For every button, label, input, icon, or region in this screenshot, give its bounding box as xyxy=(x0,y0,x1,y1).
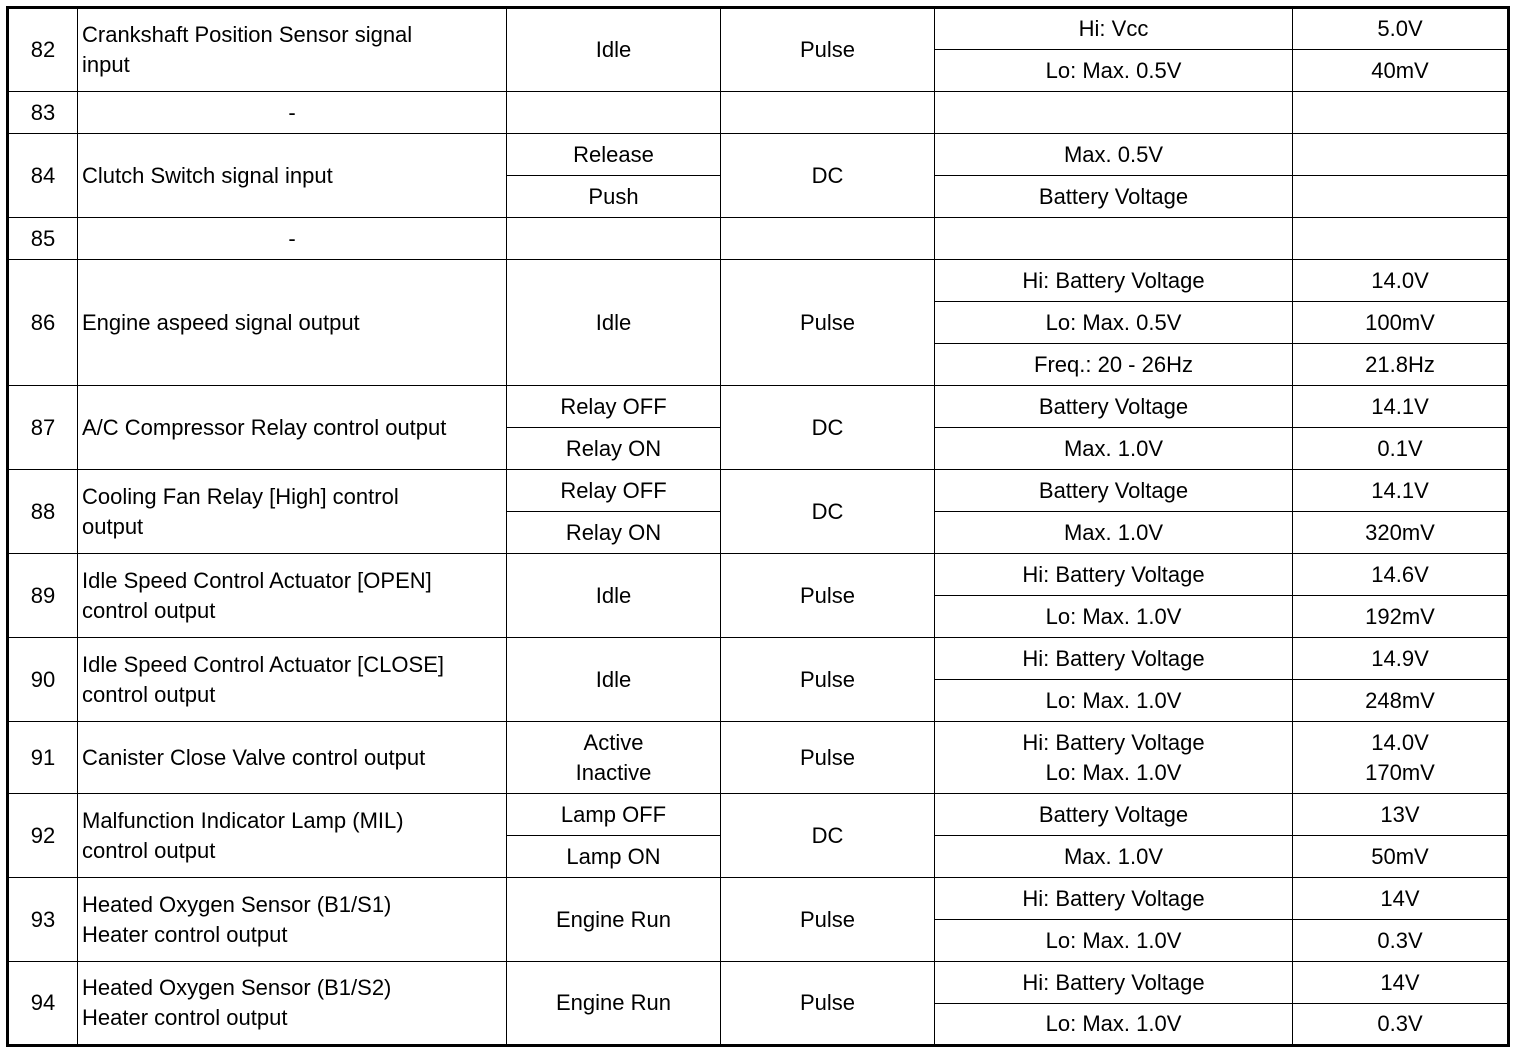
table-row xyxy=(8,8,1509,50)
condition-cell: Engine Run xyxy=(507,878,721,962)
spec-level-cell: Battery Voltage xyxy=(935,386,1293,428)
condition-cell: Push xyxy=(507,176,721,218)
measured-value-cell: 14.1V xyxy=(1293,470,1509,512)
measured-value-cell: 0.3V xyxy=(1293,920,1509,962)
pin-description: - xyxy=(78,92,507,134)
measured-value-cell xyxy=(1293,134,1509,176)
condition-cell: Idle xyxy=(507,260,721,386)
condition-cell: Idle xyxy=(507,8,721,92)
spec-level-cell: Lo: Max. 1.0V xyxy=(935,596,1293,638)
spec-level-cell: Max. 0.5V xyxy=(935,134,1293,176)
pin-description: Canister Close Valve control output xyxy=(78,722,507,794)
measured-value-cell: 248mV xyxy=(1293,680,1509,722)
signal-type-cell: DC xyxy=(721,794,935,878)
pin-number: 84 xyxy=(8,134,78,218)
spec-level-cell: Lo: Max. 1.0V xyxy=(935,1004,1293,1046)
pin-number: 89 xyxy=(8,554,78,638)
pin-number: 94 xyxy=(8,962,78,1046)
pin-number: 85 xyxy=(8,218,78,260)
table-row xyxy=(8,386,1509,428)
spec-level-cell: Hi: Battery Voltage xyxy=(935,260,1293,302)
measured-value-cell: 14V xyxy=(1293,962,1509,1004)
signal-type-cell: DC xyxy=(721,134,935,218)
spec-level-cell xyxy=(935,92,1293,134)
pin-number: 92 xyxy=(8,794,78,878)
measured-value-cell: 50mV xyxy=(1293,836,1509,878)
table-row xyxy=(8,878,1509,920)
condition-cell: Lamp OFF xyxy=(507,794,721,836)
pin-number: 86 xyxy=(8,260,78,386)
ecm-pin-table xyxy=(6,6,1510,1047)
pin-description: Malfunction Indicator Lamp (MIL) control output xyxy=(78,794,507,878)
spec-level-cell: Max. 1.0V xyxy=(935,836,1293,878)
pin-number: 91 xyxy=(8,722,78,794)
table-row xyxy=(8,554,1509,596)
condition-cell: Relay OFF xyxy=(507,470,721,512)
table-row xyxy=(8,260,1509,302)
signal-type-cell: Pulse xyxy=(721,8,935,92)
table-row xyxy=(8,962,1509,1004)
pin-description: Engine aspeed signal output xyxy=(78,260,507,386)
spec-level-cell: Hi: Battery Voltage xyxy=(935,962,1293,1004)
table-row xyxy=(8,470,1509,512)
spec-level-cell: Hi: Battery Voltage xyxy=(935,554,1293,596)
measured-value-cell: 320mV xyxy=(1293,512,1509,554)
spec-level-cell: Max. 1.0V xyxy=(935,512,1293,554)
signal-type-cell: Pulse xyxy=(721,260,935,386)
pin-number: 87 xyxy=(8,386,78,470)
table-row xyxy=(8,92,1509,134)
table-row xyxy=(8,722,1509,794)
signal-type-cell: Pulse xyxy=(721,878,935,962)
condition-cell xyxy=(507,92,721,134)
condition-cell xyxy=(507,218,721,260)
condition-cell: Active Inactive xyxy=(507,722,721,794)
pin-description: - xyxy=(78,218,507,260)
spec-level-cell: Freq.: 20 - 26Hz xyxy=(935,344,1293,386)
pin-number: 82 xyxy=(8,8,78,92)
condition-cell: Release xyxy=(507,134,721,176)
spec-level-cell: Max. 1.0V xyxy=(935,428,1293,470)
spec-level-cell: Battery Voltage xyxy=(935,794,1293,836)
measured-value-cell: 14.9V xyxy=(1293,638,1509,680)
condition-cell: Idle xyxy=(507,638,721,722)
condition-cell: Lamp ON xyxy=(507,836,721,878)
signal-type-cell: Pulse xyxy=(721,554,935,638)
signal-type-cell: Pulse xyxy=(721,962,935,1046)
pin-number: 83 xyxy=(8,92,78,134)
pin-description: A/C Compressor Relay control output xyxy=(78,386,507,470)
pin-description: Crankshaft Position Sensor signal input xyxy=(78,8,507,92)
signal-type-cell: Pulse xyxy=(721,638,935,722)
pin-description: Heated Oxygen Sensor (B1/S1) Heater control output xyxy=(78,878,507,962)
measured-value-cell: 14.0V xyxy=(1293,260,1509,302)
pin-number: 88 xyxy=(8,470,78,554)
pin-description: Heated Oxygen Sensor (B1/S2) Heater control output xyxy=(78,962,507,1046)
signal-type-cell: DC xyxy=(721,470,935,554)
measured-value-cell: 14.0V 170mV xyxy=(1293,722,1509,794)
measured-value-cell: 14.1V xyxy=(1293,386,1509,428)
condition-cell: Engine Run xyxy=(507,962,721,1046)
condition-cell: Idle xyxy=(507,554,721,638)
measured-value-cell: 14.6V xyxy=(1293,554,1509,596)
measured-value-cell: 40mV xyxy=(1293,50,1509,92)
spec-level-cell: Lo: Max. 1.0V xyxy=(935,920,1293,962)
table-row xyxy=(8,134,1509,176)
measured-value-cell: 13V xyxy=(1293,794,1509,836)
spec-level-cell: Hi: Battery Voltage xyxy=(935,878,1293,920)
pin-description: Clutch Switch signal input xyxy=(78,134,507,218)
signal-type-cell xyxy=(721,218,935,260)
table-row xyxy=(8,794,1509,836)
spec-level-cell: Battery Voltage xyxy=(935,470,1293,512)
condition-cell: Relay OFF xyxy=(507,386,721,428)
pin-table-container xyxy=(6,6,1510,1047)
condition-cell: Relay ON xyxy=(507,512,721,554)
spec-level-cell: Hi: Battery Voltage xyxy=(935,638,1293,680)
measured-value-cell: 0.1V xyxy=(1293,428,1509,470)
measured-value-cell: 21.8Hz xyxy=(1293,344,1509,386)
measured-value-cell: 100mV xyxy=(1293,302,1509,344)
spec-level-cell: Battery Voltage xyxy=(935,176,1293,218)
spec-level-cell: Lo: Max. 1.0V xyxy=(935,680,1293,722)
spec-level-cell: Hi: Vcc xyxy=(935,8,1293,50)
measured-value-cell: 5.0V xyxy=(1293,8,1509,50)
measured-value-cell: 192mV xyxy=(1293,596,1509,638)
measured-value-cell xyxy=(1293,92,1509,134)
measured-value-cell: 0.3V xyxy=(1293,1004,1509,1046)
signal-type-cell: Pulse xyxy=(721,722,935,794)
measured-value-cell xyxy=(1293,176,1509,218)
pin-number: 90 xyxy=(8,638,78,722)
table-row xyxy=(8,218,1509,260)
pin-number: 93 xyxy=(8,878,78,962)
pin-description: Cooling Fan Relay [High] control output xyxy=(78,470,507,554)
signal-type-cell xyxy=(721,92,935,134)
table-row xyxy=(8,638,1509,680)
spec-level-cell xyxy=(935,218,1293,260)
signal-type-cell: DC xyxy=(721,386,935,470)
spec-level-cell: Hi: Battery Voltage Lo: Max. 1.0V xyxy=(935,722,1293,794)
pin-description: Idle Speed Control Actuator [CLOSE] control output xyxy=(78,638,507,722)
spec-level-cell: Lo: Max. 0.5V xyxy=(935,50,1293,92)
spec-level-cell: Lo: Max. 0.5V xyxy=(935,302,1293,344)
measured-value-cell xyxy=(1293,218,1509,260)
condition-cell: Relay ON xyxy=(507,428,721,470)
measured-value-cell: 14V xyxy=(1293,878,1509,920)
pin-description: Idle Speed Control Actuator [OPEN] control output xyxy=(78,554,507,638)
